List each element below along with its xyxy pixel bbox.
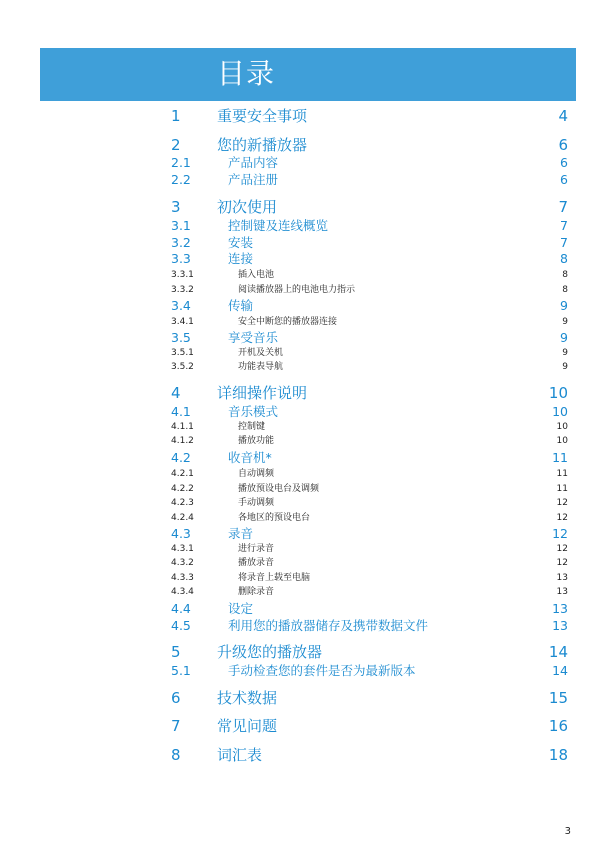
toc-page: 7 [558, 198, 568, 216]
toc-number: 2 [171, 136, 181, 154]
toc-title: 播放预设电台及调频 [238, 484, 320, 494]
toc-title: 详细操作说明 [217, 384, 308, 402]
toc-entry[interactable] [0, 688, 613, 708]
toc-title: 播放录音 [238, 558, 275, 568]
toc-number: 7 [171, 717, 181, 735]
toc-page: 6 [560, 172, 568, 187]
toc-entry[interactable] [0, 347, 613, 359]
toc-title: 开机及关机 [238, 348, 284, 358]
toc-title: 常见问题 [217, 717, 278, 735]
toc-entry[interactable] [0, 404, 613, 420]
toc-title: 重要安全事项 [217, 107, 308, 125]
toc-page: 9 [562, 348, 568, 358]
toc-page: 10 [548, 384, 568, 402]
toc-title: 自动调频 [238, 469, 275, 479]
toc-entry[interactable] [0, 512, 613, 524]
toc-number: 4.2.4 [171, 513, 194, 523]
toc-number: 3.5.2 [171, 362, 194, 372]
toc-page: 11 [552, 450, 568, 465]
toc-page: 4 [558, 107, 568, 125]
toc-number: 3.3.2 [171, 285, 194, 295]
toc-number: 4.1.2 [171, 436, 194, 446]
toc-page: 11 [556, 484, 568, 494]
toc-page: 12 [552, 526, 568, 541]
toc-entry[interactable] [0, 251, 613, 267]
toc-number: 3.5 [171, 330, 191, 345]
toc-entry[interactable] [0, 450, 613, 466]
toc-number: 4.2.1 [171, 469, 194, 479]
toc-entry[interactable] [0, 642, 613, 662]
toc-page: 7 [560, 218, 568, 233]
toc-page: 10 [552, 404, 568, 419]
toc-entry[interactable] [0, 745, 613, 765]
toc-page: 16 [548, 717, 568, 735]
toc-title: 您的新播放器 [217, 136, 308, 154]
toc-title: 设定 [228, 601, 254, 616]
toc-entry[interactable] [0, 468, 613, 480]
toc-page: 13 [556, 573, 568, 583]
toc-page: 8 [562, 270, 568, 280]
toc-title: 将录音上载至电脑 [238, 573, 311, 583]
toc-number: 3.4 [171, 298, 191, 313]
toc-number: 8 [171, 746, 181, 764]
toc-number: 3.3 [171, 251, 191, 266]
toc-entry[interactable] [0, 601, 613, 617]
toc-title: 产品注册 [228, 172, 279, 187]
toc-page: 13 [552, 618, 568, 633]
toc-title: 传输 [228, 298, 254, 313]
toc-entry[interactable] [0, 663, 613, 679]
toc-title: 功能表导航 [238, 362, 284, 372]
toc-number: 4.2.2 [171, 484, 194, 494]
toc-number: 4.5 [171, 618, 191, 633]
toc-page: 8 [560, 251, 568, 266]
toc-page: 13 [552, 601, 568, 616]
toc-number: 4.3.2 [171, 558, 194, 568]
toc-entry[interactable] [0, 269, 613, 281]
toc-number: 4.4 [171, 601, 191, 616]
toc-entry[interactable] [0, 543, 613, 555]
toc-page: 14 [552, 663, 568, 678]
toc-number: 4.3.1 [171, 544, 194, 554]
toc-number: 3.3.1 [171, 270, 194, 280]
toc-page: 15 [548, 689, 568, 707]
toc-entry[interactable] [0, 497, 613, 509]
toc-entry[interactable] [0, 421, 613, 433]
toc-number: 3.4.1 [171, 317, 194, 327]
toc-entry[interactable] [0, 483, 613, 495]
toc-entry[interactable] [0, 235, 613, 251]
toc-title: 利用您的播放器储存及携带数据文件 [228, 618, 429, 633]
toc-title: 插入电池 [238, 270, 275, 280]
toc-title: 技术数据 [217, 689, 278, 707]
toc-page: 12 [556, 498, 568, 508]
toc-page: 12 [556, 513, 568, 523]
toc-number: 1 [171, 107, 181, 125]
toc-page: 10 [556, 436, 568, 446]
toc-title: 手动调频 [238, 498, 275, 508]
toc-entry[interactable] [0, 361, 613, 373]
toc-title: 阅读播放器上的电池电力指示 [238, 285, 356, 295]
toc-title: 音乐模式 [228, 404, 279, 419]
toc-entry[interactable] [0, 557, 613, 569]
toc-entry[interactable] [0, 298, 613, 314]
toc-title: 删除录音 [238, 587, 275, 597]
toc-title: 升级您的播放器 [217, 643, 323, 661]
toc-number: 4 [171, 384, 181, 402]
toc-number: 4.1 [171, 404, 191, 419]
toc-page: 6 [558, 136, 568, 154]
toc-page: 9 [560, 298, 568, 313]
toc-title: 初次使用 [217, 198, 278, 216]
toc-title: 各地区的预设电台 [238, 513, 311, 523]
toc-number: 2.1 [171, 155, 191, 170]
toc-title: 安全中断您的播放器连接 [238, 317, 338, 327]
toc-entry[interactable] [0, 106, 613, 126]
toc-page: 18 [548, 746, 568, 764]
toc-page: 6 [560, 155, 568, 170]
toc-page: 8 [562, 285, 568, 295]
toc-title: 连接 [228, 251, 254, 266]
toc-title: 产品内容 [228, 155, 279, 170]
toc-title: 收音机* [228, 450, 272, 465]
toc-title: 进行录音 [238, 544, 275, 554]
toc-title: 享受音乐 [228, 330, 279, 345]
toc-number: 4.2 [171, 450, 191, 465]
toc-entry[interactable] [0, 316, 613, 328]
toc-entry[interactable] [0, 716, 613, 736]
page-title: 目录 [217, 57, 276, 90]
toc-number: 6 [171, 689, 181, 707]
toc-entry[interactable] [0, 330, 613, 346]
toc-title: 控制键及连线概览 [228, 218, 329, 233]
toc-title: 控制键 [238, 422, 266, 432]
toc-entry[interactable] [0, 618, 613, 634]
toc-number: 4.3 [171, 526, 191, 541]
toc-entry[interactable] [0, 218, 613, 234]
toc-number: 5 [171, 643, 181, 661]
toc-page: 13 [556, 587, 568, 597]
toc-page: 9 [562, 362, 568, 372]
toc-number: 4.3.4 [171, 587, 194, 597]
toc-entry[interactable] [0, 526, 613, 542]
toc-title: 词汇表 [217, 746, 263, 764]
toc-title: 手动检查您的套件是否为最新版本 [228, 663, 416, 678]
page-number: 3 [564, 826, 571, 837]
toc-entry[interactable] [0, 135, 613, 155]
toc-number: 3 [171, 198, 181, 216]
toc-page: 10 [556, 422, 568, 432]
toc-page: 9 [562, 317, 568, 327]
toc-number: 3.1 [171, 218, 191, 233]
toc-page: 12 [556, 558, 568, 568]
toc-page: 12 [556, 544, 568, 554]
toc-entry[interactable] [0, 383, 613, 403]
toc-title: 播放功能 [238, 436, 275, 446]
toc-number: 3.5.1 [171, 348, 194, 358]
toc-entry[interactable] [0, 172, 613, 188]
toc-entry[interactable] [0, 155, 613, 171]
toc-page: 11 [556, 469, 568, 479]
toc-page: 14 [548, 643, 568, 661]
toc-entry[interactable] [0, 435, 613, 447]
toc-number: 4.1.1 [171, 422, 194, 432]
toc-entry[interactable] [0, 586, 613, 598]
toc-number: 3.2 [171, 235, 191, 250]
toc-entry[interactable] [0, 284, 613, 296]
toc-entry[interactable] [0, 572, 613, 584]
toc-number: 4.3.3 [171, 573, 194, 583]
toc-entry[interactable] [0, 197, 613, 217]
toc-title: 录音 [228, 526, 254, 541]
toc-number: 5.1 [171, 663, 191, 678]
toc-number: 4.2.3 [171, 498, 194, 508]
toc-number: 2.2 [171, 172, 191, 187]
toc-title: 安装 [228, 235, 254, 250]
toc-page: 9 [560, 330, 568, 345]
toc-page: 7 [560, 235, 568, 250]
